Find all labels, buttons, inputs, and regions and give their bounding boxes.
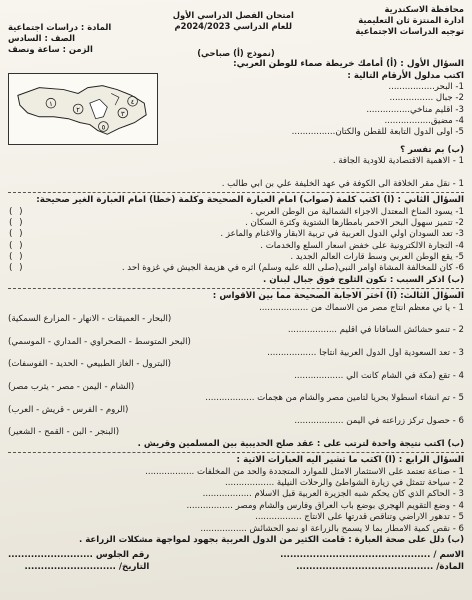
footer-right <box>280 550 464 573</box>
map-label: ٢ <box>76 105 80 114</box>
question-3 <box>8 291 464 450</box>
answer-bracket: ( ) <box>8 252 24 263</box>
q2-row <box>8 241 464 252</box>
q3-item: 2 - تنمو حشائش السافانا في اقليم .................. <box>287 325 464 336</box>
q1-b-item <box>8 167 464 178</box>
q3-choices: (البترول - الغاز الطبيعي - الحديد - الفوسفات) <box>8 359 171 370</box>
q3-item: 6 - حصول تركز زراعته في اليمن .................. <box>294 416 464 427</box>
q3-part-b: (ب) اكتب نتيجة واحدة لترتب على : عقد صلح الحديبية بين المسلمين وقريش . <box>137 438 464 449</box>
q2-row <box>8 252 464 263</box>
q1-part-b: (ب) بم تفسر ؟ <box>400 144 464 155</box>
q3-item: 3 - تعد السعودية أول الدول العربية انتاجا .................. <box>267 348 464 359</box>
student-info-footer <box>8 550 464 573</box>
divider <box>8 288 464 289</box>
q2-row <box>8 229 464 240</box>
map-label: ٥ <box>101 123 106 132</box>
question-1 <box>8 59 464 190</box>
q1-item: 4- مضيق................. <box>384 116 464 127</box>
map-label: ٣ <box>121 109 125 118</box>
q4-item: 3 - الحاكم الذي كان يحكم شبه الجزيرة العربية قبل الاسلام .................. <box>202 489 464 500</box>
q1-item: 1- البحر................. <box>388 82 464 93</box>
q3-item: 4 - تقع (مكة في الشام كانت الي .................. <box>294 370 464 381</box>
duration: الزمن : ساعة ونصف <box>8 44 93 55</box>
arab-world-blank-map <box>8 73 158 145</box>
q3-item: 5 - تم انشاء أسطولا بحريا لتأمين مصر والشام من هجمات .................. <box>205 393 464 404</box>
directorate: توجيه الدراسات الاجتماعية <box>355 26 464 37</box>
exam-model: (نموذج (أ) صباحي) <box>197 48 275 58</box>
answer-bracket: ( ) <box>8 218 24 229</box>
map-label: ٤ <box>130 97 135 106</box>
answer-bracket: ( ) <box>8 206 24 217</box>
q4-title: السؤال الرابع : (أ) اكتب ما تشير اليه العبارات الاتية : <box>236 455 464 466</box>
map-outline-icon <box>9 74 157 144</box>
q3-choices: (البحار - العميقات - الانهار - المزارع السمكية) <box>8 314 172 325</box>
q2-row <box>8 263 464 274</box>
academic-year: للعام الدراسي 2024/2023م <box>174 21 293 32</box>
q2-item: 1- يسود المناخ المعتدل الاجزاء الشمالية من الوطن العربي . <box>250 206 464 217</box>
subject-field: المادة/ .......................................... <box>296 561 464 572</box>
q4-part-b: (ب) دلل على صحة العبارة : قامت الكثير من الدول العربية بجهود لمواجهة مشكلات الزراعة . <box>78 534 464 545</box>
question-4 <box>8 455 464 546</box>
name-field: الاسم / .............................................. <box>280 550 464 561</box>
q4-item: 2 - سياحة تتمثل في زيارة الشواطئ والرحلات النيلية .................. <box>225 478 464 489</box>
q1-b-item: 1 - نقل مقر الخلافة الى الكوفة في عهد الخليفة علي بن ابي طالب . <box>221 178 464 189</box>
q3-choices: (البحر المتوسط - الصحراوي - المداري - الموسمي) <box>8 336 191 347</box>
header-exam-title <box>173 4 294 32</box>
q2-item: 2- تتميز سهول البحر الاحمر بأمطارها الشتوية وكثرة السكان . <box>245 218 464 229</box>
q2-row <box>8 207 464 218</box>
q1-title: السؤال الأول : (أ) أمامك خريطة صماء للوطن العربي: <box>233 59 464 70</box>
q4-item: 6 - نقص كمية الامطار بما لا يسمح بالزراعة او نمو الحشائش ................. <box>200 523 464 534</box>
exam-name: امتحان الفصل الدراسي الأول <box>172 10 294 20</box>
q3-choices: (الروم - الفرس - قريش - العرب) <box>8 404 129 415</box>
grade: الصف : السادس <box>8 33 75 44</box>
q1-map-section <box>8 71 464 145</box>
administration: ادارة المنتزة ثان التعليمية <box>358 15 464 26</box>
q3-choices: (البنجر - البن - القمح - الشعير) <box>8 427 120 438</box>
answer-bracket: ( ) <box>8 240 24 251</box>
q2-item: 6- كان للمخالفة المشاة أوامر النبي(صلى الله عليه وسلم) أثره في هزيمة الجيش في غزوة أحد . <box>121 263 464 274</box>
answer-bracket: ( ) <box>8 229 24 240</box>
q1-item: 3- أقليم مناخي................ <box>366 104 464 115</box>
q4-item: 4 - وضع التقويم الهجري بوضع باب العراق وفارس والشام ومصر ................. <box>186 500 464 511</box>
header-authority <box>355 4 464 37</box>
answer-bracket: ( ) <box>8 263 24 274</box>
q1-map-items <box>164 71 464 139</box>
question-2 <box>8 195 464 286</box>
q2-item: 4- التجارة الالكترونية على خفض اسعار السلع والخدمات . <box>260 240 464 251</box>
map-label: ١ <box>49 99 53 108</box>
q3-choices: (الشام - اليمن - مصر - يثرب مصر) <box>8 382 135 393</box>
governorate: محافظة الاسكندرية <box>384 4 464 14</box>
q2-item: 5- يقع الوطن العربي وسط قارات العالم الجديد . <box>290 252 464 263</box>
q1-b-item: 1 - الاهمية الاقتصادية للاودية الجافة . <box>332 156 464 167</box>
header-subject-info <box>8 4 111 55</box>
seat-number-field: رقم الجلوس .......................... <box>8 550 150 561</box>
q1-item: 2- جبال ................ <box>389 93 464 104</box>
q4-item: 1 - صناعة تعتمد على الاستثمار الامثل للموارد المتجددة والحد من المخلفات .................. <box>145 466 464 477</box>
subject: المادة : دراسات اجتماعية <box>8 22 112 32</box>
q3-item: 1 - يا تي معظم انتاج مصر من الاسماك من .................. <box>259 302 464 313</box>
q2-title: السؤال الثاني : (أ) اكتب كلمة (صواب) امام العبارة الصحيحة وكلمة (خطأ) امام العبارة الغير صحيحة: <box>36 195 464 206</box>
date-field: التاريخ/ ............................ <box>24 561 150 572</box>
divider <box>8 452 464 453</box>
q2-part-b: (ب) اذكر السبب : تكون الثلوج فوق جبال لبنان . <box>263 274 464 285</box>
divider <box>8 192 464 193</box>
q2-item: 3- تعد السودان أولي الدول العربية في تربية الابقار والاغنام والماعز . <box>220 229 464 240</box>
q1-instruction: اكتب مدلول الأرقام التالية : <box>347 70 464 81</box>
q4-item: 5 - تدهور الاراضي وتناقص قدرتها على الانتاج ................. <box>255 512 464 523</box>
q1-item: 5- أولى الدول التابعة للقطن والكتان................ <box>291 127 464 138</box>
q3-title: السؤال الثالث: (أ) اختر الاجابة الصحيحة مما بين الأقواس : <box>212 291 464 302</box>
q2-row <box>8 218 464 229</box>
footer-left <box>8 550 149 573</box>
